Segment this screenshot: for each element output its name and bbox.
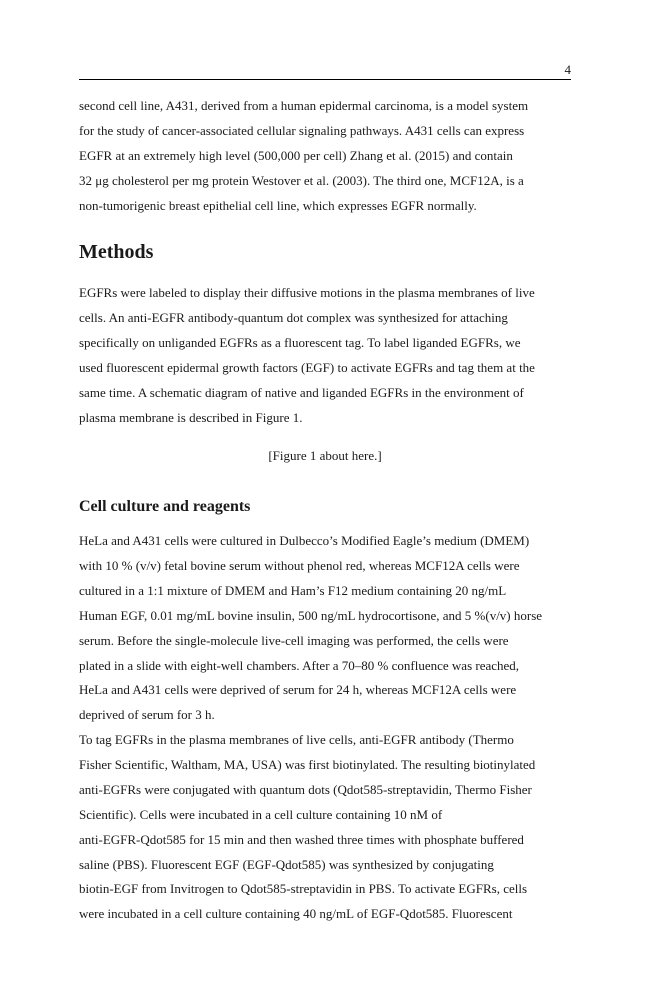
cell-culture-heading: Cell culture and reagents: [79, 498, 251, 515]
methods-paragraph: EGFRs were labeled to display their diffusive motions in the plasma membranes of live cells. An anti-EGFR antibody-quantum dot complex was synthesized for attaching specifically on unliganded EGFRs as a fluorescent tag. To label liganded EGFRs, we used fluorescent epidermal growth factors (EGF) to activate EGFRs and tag them at the same time. A schematic diagram of native and liganded EGFRs in the environment of plasma membrane is described in Figure 1.: [79, 285, 535, 425]
methods-heading: Methods: [79, 241, 154, 263]
cell-culture-paragraph-1: HeLa and A431 cells were cultured in Dulbecco’s Modified Eagle’s medium (DMEM) with 10 % (v/v) fetal bovine serum without phenol red, whereas MCF12A cells were cultured in a 1:1 mixture of DMEM and Ham’s F12 medium containing 20 ng/mL Human EGF, 0.01 mg/mL bovine insulin, 500 ng/mL hydrocortisone, and 5 %(v/v) horse serum. Before the single-molecule live-cell imaging was performed, the cells were plated in a slide with eight-well chambers. After a 70–80 % confluence was reached, HeLa and A431 cells were deprived of serum for 24 h, whereas MCF12A cells were deprived of serum for 3 h.: [79, 533, 543, 723]
figure-placeholder: [Figure 1 about here.]: [268, 448, 382, 463]
intro-paragraph: second cell line, A431, derived from a human epidermal carcinoma, is a model system for the study of cancer-associated cellular signaling pathways. A431 cells can express EGFR at an extremely high level (500,000 per cell) Zhang et al. (2015) and contain 32 μg cholesterol per mg protein Westover et al. (2003). The third one, MCF12A, is a non-tumorigenic breast epithelial cell line, which expresses EGFR normally.: [79, 98, 529, 213]
header-rule: [79, 79, 571, 80]
page-number: 4: [564, 62, 571, 77]
cell-culture-paragraph-2: To tag EGFRs in the plasma membranes of live cells, anti-EGFR antibody (Thermo Fisher Scientific, Waltham, MA, USA) was first biotinylated. The resulting biotinylated anti-EGFRs were conjugated with quantum dots (Qdot585-streptavidin, Thermo Fisher Scientific). Cells were incubated in a cell culture containing 10 nM of anti-EGFR-Qdot585 for 15 min and then washed three times with phosphate buffered saline (PBS). Fluorescent EGF (EGF-Qdot585) was synthesized by conjugating biotin-EGF from Invitrogen to Qdot585-streptavidin in PBS. To activate EGFRs, cells were incubated in a cell culture containing 40 ng/mL of EGF-Qdot585. Fluorescent: [79, 732, 536, 922]
